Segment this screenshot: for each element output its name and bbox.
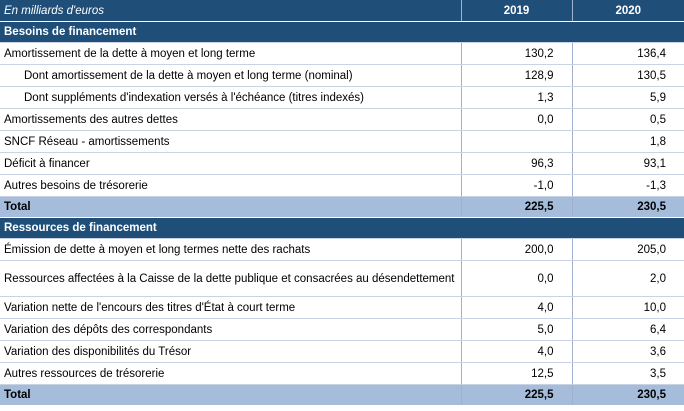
- total-2019: 225,5: [461, 385, 572, 406]
- value-2019: 12,5: [461, 363, 572, 385]
- total-row-besoins: [0, 197, 684, 218]
- total-label: Total: [0, 385, 461, 406]
- year-header-2019: 2019: [461, 0, 572, 22]
- value-2019: 96,3: [461, 153, 572, 175]
- value-2019: 128,9: [461, 65, 572, 87]
- row-label: SNCF Réseau - amortissements: [0, 131, 461, 153]
- table-row: [0, 239, 684, 261]
- table-row: [0, 175, 684, 197]
- table-row: [0, 341, 684, 363]
- table-row: [0, 43, 684, 65]
- table-row: [0, 109, 684, 131]
- table-row: [0, 261, 684, 297]
- value-2020: 130,5: [572, 65, 684, 87]
- row-label: Dont amortissement de la dette à moyen et long terme (nominal): [0, 65, 461, 87]
- value-2020: 10,0: [572, 297, 684, 319]
- table-row: [0, 297, 684, 319]
- table-row: [0, 363, 684, 385]
- table-row: [0, 65, 684, 87]
- table-header-row: [0, 0, 684, 22]
- value-2019: 200,0: [461, 239, 572, 261]
- value-2019: 0,0: [461, 109, 572, 131]
- section-title: Ressources de financement: [0, 218, 684, 239]
- table-row: [0, 131, 684, 153]
- section-header-besoins: [0, 22, 684, 43]
- row-label: Déficit à financer: [0, 153, 461, 175]
- row-label: Variation nette de l'encours des titres d'État à court terme: [0, 297, 461, 319]
- row-label: Autres ressources de trésorerie: [0, 363, 461, 385]
- row-label: Amortissement de la dette à moyen et long terme: [0, 43, 461, 65]
- row-label: Variation des disponibilités du Trésor: [0, 341, 461, 363]
- total-row-ressources: [0, 385, 684, 406]
- table-row: [0, 153, 684, 175]
- row-label: Émission de dette à moyen et long termes nette des rachats: [0, 239, 461, 261]
- total-2020: 230,5: [572, 385, 684, 406]
- value-2020: 136,4: [572, 43, 684, 65]
- value-2019: -1,0: [461, 175, 572, 197]
- value-2020: 5,9: [572, 87, 684, 109]
- year-header-2020: 2020: [572, 0, 684, 22]
- value-2020: -1,3: [572, 175, 684, 197]
- value-2019: [461, 131, 572, 153]
- section-title: Besoins de financement: [0, 22, 684, 43]
- table-row: [0, 87, 684, 109]
- section-header-ressources: [0, 218, 684, 239]
- total-2020: 230,5: [572, 197, 684, 218]
- value-2020: 0,5: [572, 109, 684, 131]
- row-label: Variation des dépôts des correspondants: [0, 319, 461, 341]
- row-label: Amortissements des autres dettes: [0, 109, 461, 131]
- value-2020: 1,8: [572, 131, 684, 153]
- value-2020: 3,6: [572, 341, 684, 363]
- total-2019: 225,5: [461, 197, 572, 218]
- value-2019: 4,0: [461, 341, 572, 363]
- table-row: [0, 319, 684, 341]
- value-2019: 1,3: [461, 87, 572, 109]
- value-2019: 130,2: [461, 43, 572, 65]
- row-label: Ressources affectées à la Caisse de la dette publique et consacrées au désendettement: [0, 261, 461, 297]
- value-2020: 3,5: [572, 363, 684, 385]
- value-2019: 5,0: [461, 319, 572, 341]
- row-label: Dont suppléments d'indexation versés à l'échéance (titres indexés): [0, 87, 461, 109]
- value-2020: 93,1: [572, 153, 684, 175]
- row-label: Autres besoins de trésorerie: [0, 175, 461, 197]
- value-2019: 4,0: [461, 297, 572, 319]
- value-2019: 0,0: [461, 261, 572, 297]
- value-2020: 2,0: [572, 261, 684, 297]
- total-label: Total: [0, 197, 461, 218]
- value-2020: 6,4: [572, 319, 684, 341]
- value-2020: 205,0: [572, 239, 684, 261]
- unit-caption: En milliards d'euros: [0, 0, 461, 22]
